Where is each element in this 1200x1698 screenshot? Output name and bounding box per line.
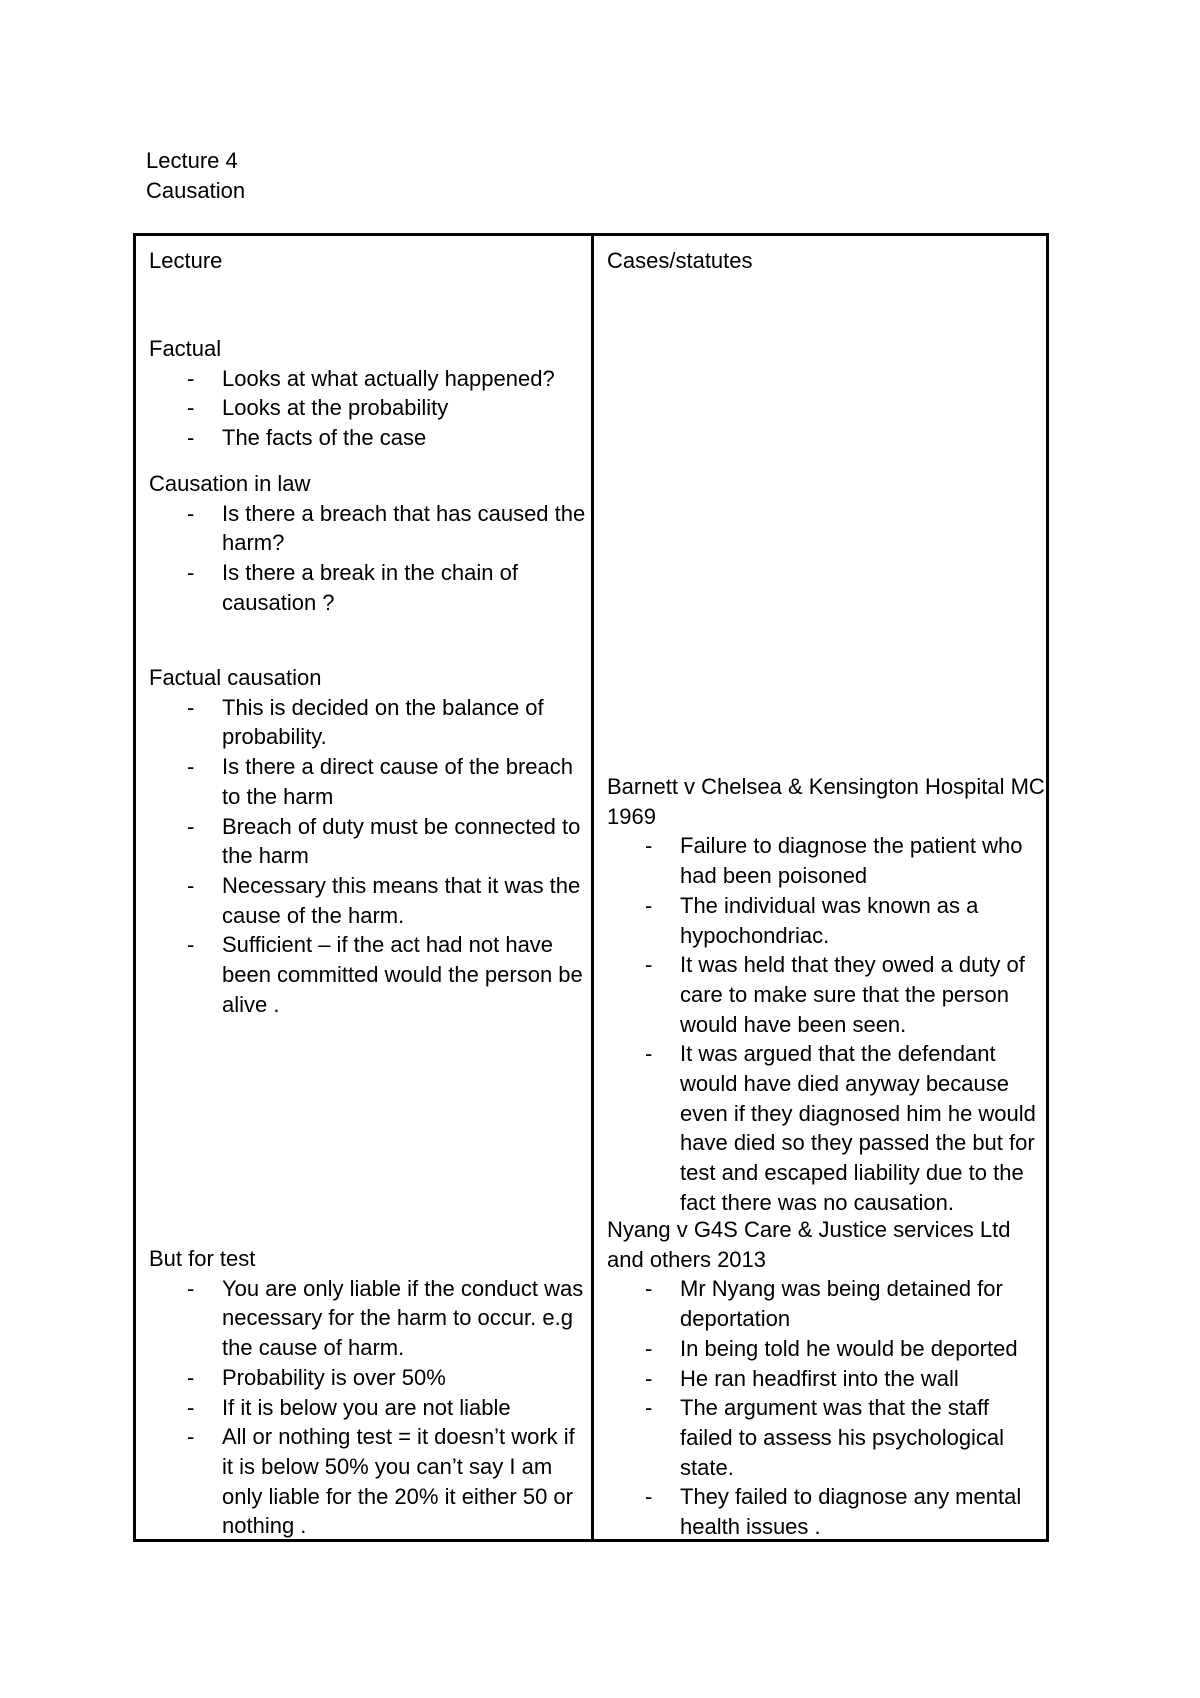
section-but-for-test [149, 1244, 589, 1541]
list-item: - Probability is over 50% [149, 1363, 589, 1393]
list-item: - Mr Nyang was being detained for deportation [607, 1274, 1047, 1333]
case-heading: Barnett v Chelsea & Kensington Hospital MC 1969 [607, 774, 1045, 829]
list-item: - Necessary this means that it was the cause of the harm. [149, 871, 589, 930]
section-heading: Factual [149, 336, 222, 361]
list-item: - Is there a breach that has caused the harm? [149, 499, 589, 558]
list-item: - Failure to diagnose the patient who had been poisoned [607, 831, 1047, 890]
lecture-topic: Causation [146, 177, 246, 203]
column-header-cases: Cases/statutes [607, 248, 753, 273]
list-item: - Is there a break in the chain of causation ? [149, 558, 589, 617]
list-item: - You are only liable if the conduct was necessary for the harm to occur. e.g the cause of harm. [149, 1274, 589, 1363]
list-item: - The facts of the case [149, 423, 589, 453]
column-header-lecture: Lecture [149, 248, 223, 273]
list-item: - Looks at the probability [149, 393, 589, 423]
list-item: - Looks at what actually happened? [149, 364, 589, 394]
section-heading: Factual causation [149, 665, 322, 690]
list-item: - Sufficient – if the act had not have been committed would the person be alive . [149, 930, 589, 1019]
section-causation-in-law [149, 469, 589, 618]
list-item: - It was argued that the defendant would have died anyway because even if they diagnosed him he would have died so they passed the but for test and escaped liability due to the fact there was no causation. [607, 1039, 1047, 1217]
list-item: - This is decided on the balance of probability. [149, 693, 589, 752]
list-item: - Is there a direct cause of the breach to the harm [149, 752, 589, 811]
list-item: - He ran headfirst into the wall [607, 1364, 1047, 1394]
section-factual-causation [149, 663, 589, 1019]
list-item: - They failed to diagnose any mental health issues . [607, 1482, 1047, 1541]
section-heading: But for test [149, 1246, 256, 1271]
section-heading: Causation in law [149, 471, 311, 496]
list-item: - The argument was that the staff failed to assess his psychological state. [607, 1393, 1047, 1482]
case-nyang [607, 1215, 1047, 1542]
document-title [146, 146, 245, 205]
list-item: - The individual was known as a hypochondriac. [607, 891, 1047, 950]
case-heading: Nyang v G4S Care & Justice services Ltd and others 2013 [607, 1217, 1011, 1272]
list-item: - Breach of duty must be connected to the harm [149, 812, 589, 871]
list-item: - It was held that they owed a duty of care to make sure that the person would have been seen. [607, 950, 1047, 1039]
case-barnett [607, 772, 1047, 1218]
notes-table [133, 233, 1049, 1542]
list-item: - All or nothing test = it doesn’t work if it is below 50% you can’t say I am only liable for the 20% it either 50 or nothing . [149, 1422, 589, 1541]
list-item: - In being told he would be deported [607, 1334, 1047, 1364]
column-divider [591, 236, 594, 1539]
list-item: - If it is below you are not liable [149, 1393, 589, 1423]
section-factual [149, 334, 589, 453]
lecture-number: Lecture 4 [146, 148, 238, 173]
